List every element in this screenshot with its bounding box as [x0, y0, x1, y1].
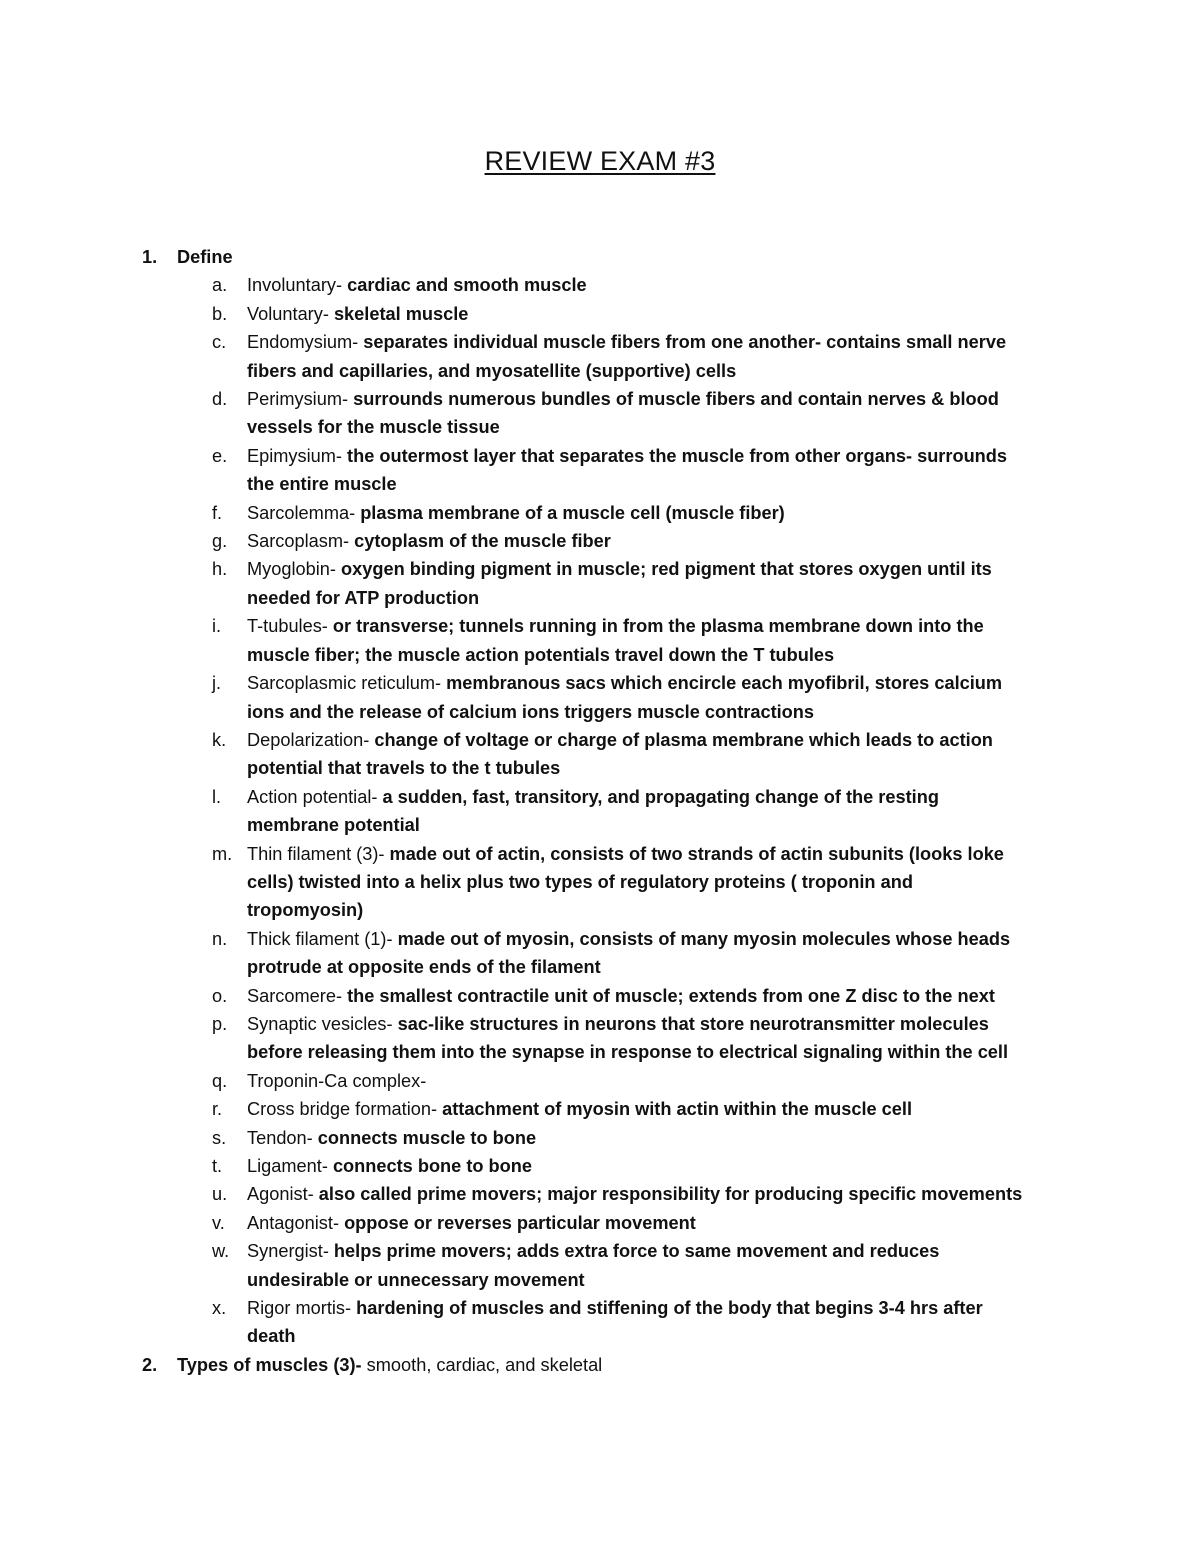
- definition-term: Synergist-: [247, 1241, 329, 1262]
- definition-item: [177, 726, 1027, 783]
- definition-term: T-tubules-: [247, 616, 328, 637]
- definition-letter: v.: [212, 1212, 225, 1233]
- definition-item: [177, 499, 1027, 527]
- outline-list: [0, 243, 1200, 1379]
- definition-text: cardiac and smooth muscle: [342, 275, 587, 296]
- definition-text: a sudden, fast, transitory, and propagating change of the resting membrane potential: [247, 786, 939, 836]
- definition-term: Voluntary-: [247, 303, 329, 324]
- definition-term: Action potential-: [247, 786, 378, 807]
- definition-letter: t.: [212, 1156, 223, 1176]
- definition-item: [177, 1294, 1027, 1351]
- definition-term: Cross bridge formation-: [247, 1099, 438, 1120]
- definition-term: Troponin-Ca complex-: [247, 1070, 427, 1091]
- definition-item: [177, 925, 1027, 982]
- definition-letter: j.: [212, 673, 222, 694]
- definition-item: [177, 840, 1027, 925]
- definition-letter: q.: [212, 1070, 228, 1091]
- definition-item: [177, 328, 1027, 385]
- definition-term: Antagonist-: [247, 1212, 340, 1233]
- definition-term: Epimysium-: [247, 445, 342, 466]
- definition-item: [177, 1209, 1027, 1237]
- definition-text: or transverse; tunnels running in from the plasma membrane down into the muscle fiber; the muscle action potentials travel down the T tubules: [247, 616, 984, 665]
- definition-term: Sarcoplasmic reticulum-: [247, 673, 442, 694]
- definition-letter: i.: [212, 616, 222, 637]
- definition-text: cytoplasm of the muscle fiber: [349, 531, 611, 552]
- definition-letter: k.: [212, 729, 227, 750]
- definition-text: connects bone to bone: [327, 1156, 533, 1176]
- definition-item: [177, 1180, 1027, 1208]
- definition-term: Ligament-: [247, 1156, 328, 1176]
- definition-item: [177, 1010, 1027, 1067]
- definition-letter: s.: [212, 1127, 227, 1148]
- definition-term: Endomysium-: [247, 332, 359, 353]
- definition-term: Synaptic vesicles-: [247, 1013, 393, 1034]
- definition-item: [177, 783, 1027, 840]
- definition-item: [177, 1124, 1027, 1152]
- definition-term: Thick filament (1)-: [247, 928, 393, 949]
- definition-text: hardening of muscles and stiffening of the body that begins 3-4 hrs after death: [247, 1298, 983, 1347]
- definition-letter: e.: [212, 445, 228, 466]
- definitions-sublist: [177, 271, 1200, 1350]
- definition-text: attachment of myosin with actin within the muscle cell: [437, 1099, 913, 1120]
- definition-item: [177, 1237, 1027, 1294]
- definition-letter: m.: [212, 843, 233, 864]
- definition-text: oppose or reverses particular movement: [339, 1212, 696, 1233]
- definition-term: Myoglobin-: [247, 559, 336, 580]
- definition-item: [177, 1095, 1027, 1123]
- definition-letter: p.: [212, 1013, 228, 1034]
- definition-item: [177, 555, 1027, 612]
- definition-term: Sarcomere-: [247, 985, 343, 1006]
- item-label: Define: [177, 247, 233, 267]
- definition-term: Tendon-: [247, 1127, 313, 1148]
- definition-text: change of voltage or charge of plasma membrane which leads to action potential that travels to the t tubules: [247, 729, 993, 779]
- definition-term: Rigor mortis-: [247, 1298, 352, 1319]
- definition-text: helps prime movers; adds extra force to same movement and reduces undesirable or unnecessary movement: [247, 1241, 940, 1290]
- definition-text: plasma membrane of a muscle cell (muscle fiber): [355, 502, 785, 523]
- definition-item: [177, 385, 1027, 442]
- definition-letter: a.: [212, 275, 228, 296]
- definition-letter: h.: [212, 559, 228, 580]
- definition-item: [177, 300, 1027, 328]
- definition-text: oxygen binding pigment in muscle; red pigment that stores oxygen until its needed for ATP production: [247, 559, 992, 608]
- definition-letter: o.: [212, 985, 228, 1006]
- definition-item: [177, 271, 1027, 299]
- definition-letter: b.: [212, 303, 228, 324]
- definition-text: also called prime movers; major responsibility for producing specific movements: [313, 1184, 1023, 1205]
- definition-item: [177, 982, 1027, 1010]
- definition-text: sac-like structures in neurons that store neurotransmitter molecules before releasing them into the synapse in response to electrical signaling within the cell: [247, 1013, 1009, 1063]
- item-detail: smooth, cardiac, and skeletal: [361, 1354, 603, 1375]
- definition-text: surrounds numerous bundles of muscle fibers and contain nerves & blood vessels for the muscle tissue: [247, 389, 999, 438]
- definition-item: [177, 1152, 1027, 1180]
- definition-item: [177, 442, 1027, 499]
- definition-text: connects muscle to bone: [312, 1127, 537, 1148]
- page-title: REVIEW EXAM #3: [484, 146, 716, 176]
- definition-text: the smallest contractile unit of muscle; extends from one Z disc to the next: [342, 985, 995, 1006]
- item-number: 1.: [142, 247, 158, 267]
- definition-item: [177, 527, 1027, 555]
- definition-letter: l.: [212, 786, 222, 807]
- definition-letter: w.: [212, 1241, 230, 1262]
- item-label: Types of muscles (3)-: [177, 1354, 362, 1375]
- definition-term: Depolarization-: [247, 729, 370, 750]
- definition-text: separates individual muscle fibers from one another- contains small nerve fibers and capillaries, and myosatellite (supportive) cells: [247, 332, 1007, 381]
- definition-text: membranous sacs which encircle each myofibril, stores calcium ions and the release of calcium ions triggers muscle contractions: [247, 673, 1003, 722]
- definition-item: [177, 612, 1027, 669]
- definition-letter: n.: [212, 928, 228, 949]
- definition-text: skeletal muscle: [328, 303, 469, 324]
- definition-letter: g.: [212, 531, 228, 552]
- definition-term: Sarcoplasm-: [247, 531, 350, 552]
- definition-letter: r.: [212, 1099, 223, 1120]
- definition-letter: x.: [212, 1298, 227, 1319]
- definition-term: Perimysium-: [247, 389, 349, 410]
- definition-term: Agonist-: [247, 1184, 314, 1205]
- list-item-define: [0, 243, 1200, 1351]
- definition-letter: c.: [212, 332, 227, 353]
- definition-term: Thin filament (3)-: [247, 843, 385, 864]
- list-item-types-of-muscles: [0, 1351, 1200, 1379]
- definition-letter: f.: [212, 502, 223, 523]
- definition-item: [177, 1067, 1027, 1095]
- definition-term: Involuntary-: [247, 275, 343, 296]
- definition-item: [177, 669, 1027, 726]
- definition-letter: d.: [212, 389, 228, 410]
- item-number: 2.: [142, 1354, 158, 1375]
- definition-term: Sarcolemma-: [247, 502, 356, 523]
- definition-text: made out of myosin, consists of many myosin molecules whose heads protrude at opposite ends of the filament: [247, 928, 1011, 978]
- definition-text: made out of actin, consists of two strands of actin subunits (looks loke cells) twisted into a helix plus two types of regulatory proteins ( troponin and tropomyosin): [247, 843, 1004, 921]
- definition-text: the outermost layer that separates the muscle from other organs- surrounds the entire muscle: [247, 445, 1008, 495]
- definition-letter: u.: [212, 1184, 228, 1205]
